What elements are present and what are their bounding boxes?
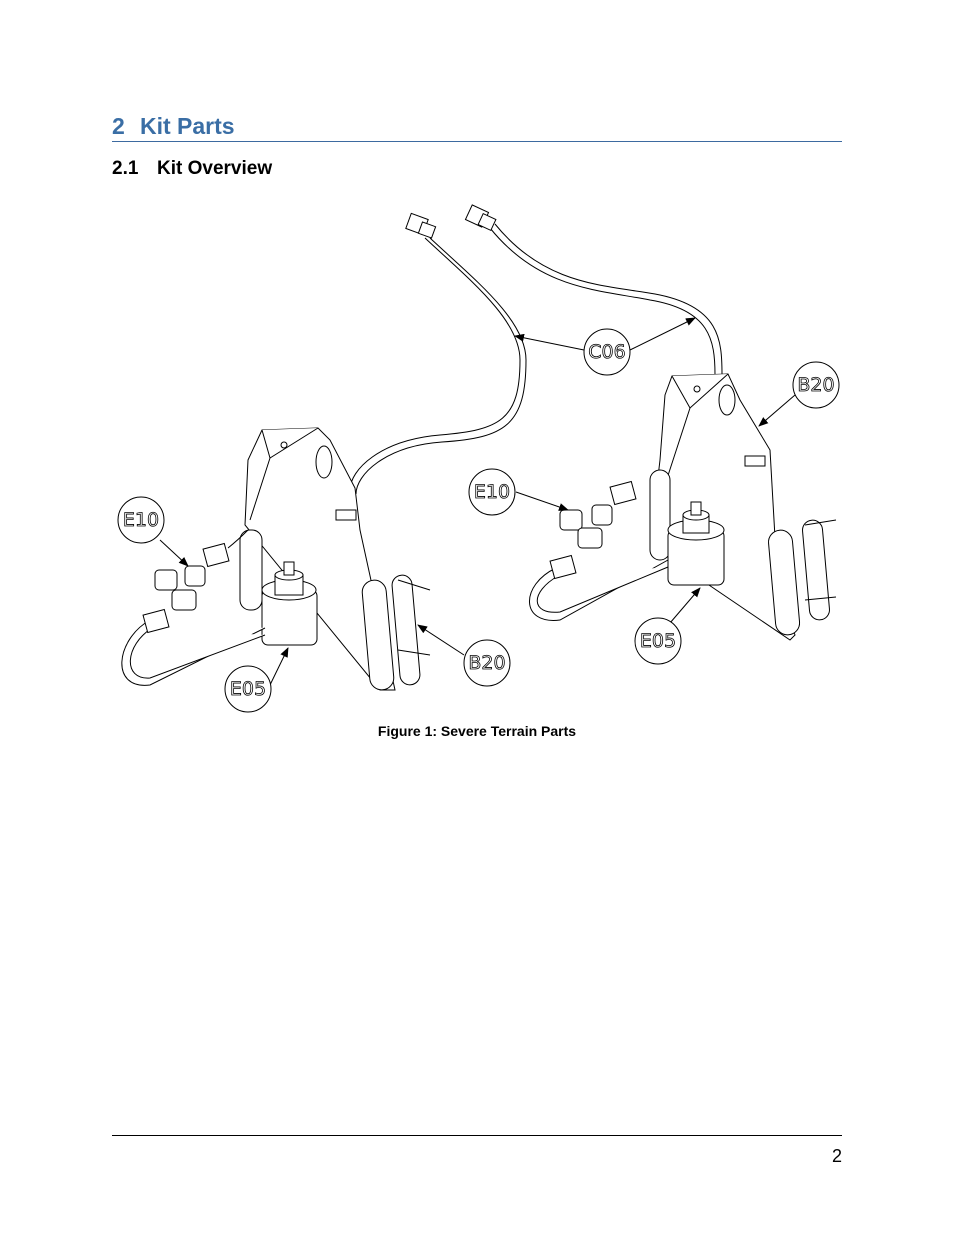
callout-e05-left-label: E05 [229, 678, 267, 700]
callout-e10-left-label: E10 [122, 509, 160, 531]
section-title: Kit Parts [140, 113, 235, 139]
right-assembly [529, 374, 836, 640]
section-number: 2 [112, 113, 125, 139]
section-heading [112, 110, 842, 142]
callout-b20-right-label: B20 [797, 374, 835, 396]
footer-divider [112, 1135, 842, 1136]
subsection-number: 2.1 [112, 158, 139, 179]
callout-e10-right-label: E10 [473, 481, 511, 503]
callout-b20-left-label: B20 [468, 652, 506, 674]
figure-caption: Figure 1: Severe Terrain Parts [377, 723, 577, 739]
top-connectors [406, 205, 496, 238]
callout-c06-label: C06 [588, 341, 626, 363]
parts-diagram [112, 195, 842, 720]
subsection-title: Kit Overview [157, 158, 273, 179]
left-assembly [122, 428, 430, 691]
page-number: 2 [831, 1146, 842, 1166]
callout-e05-right-label: E05 [639, 630, 677, 652]
